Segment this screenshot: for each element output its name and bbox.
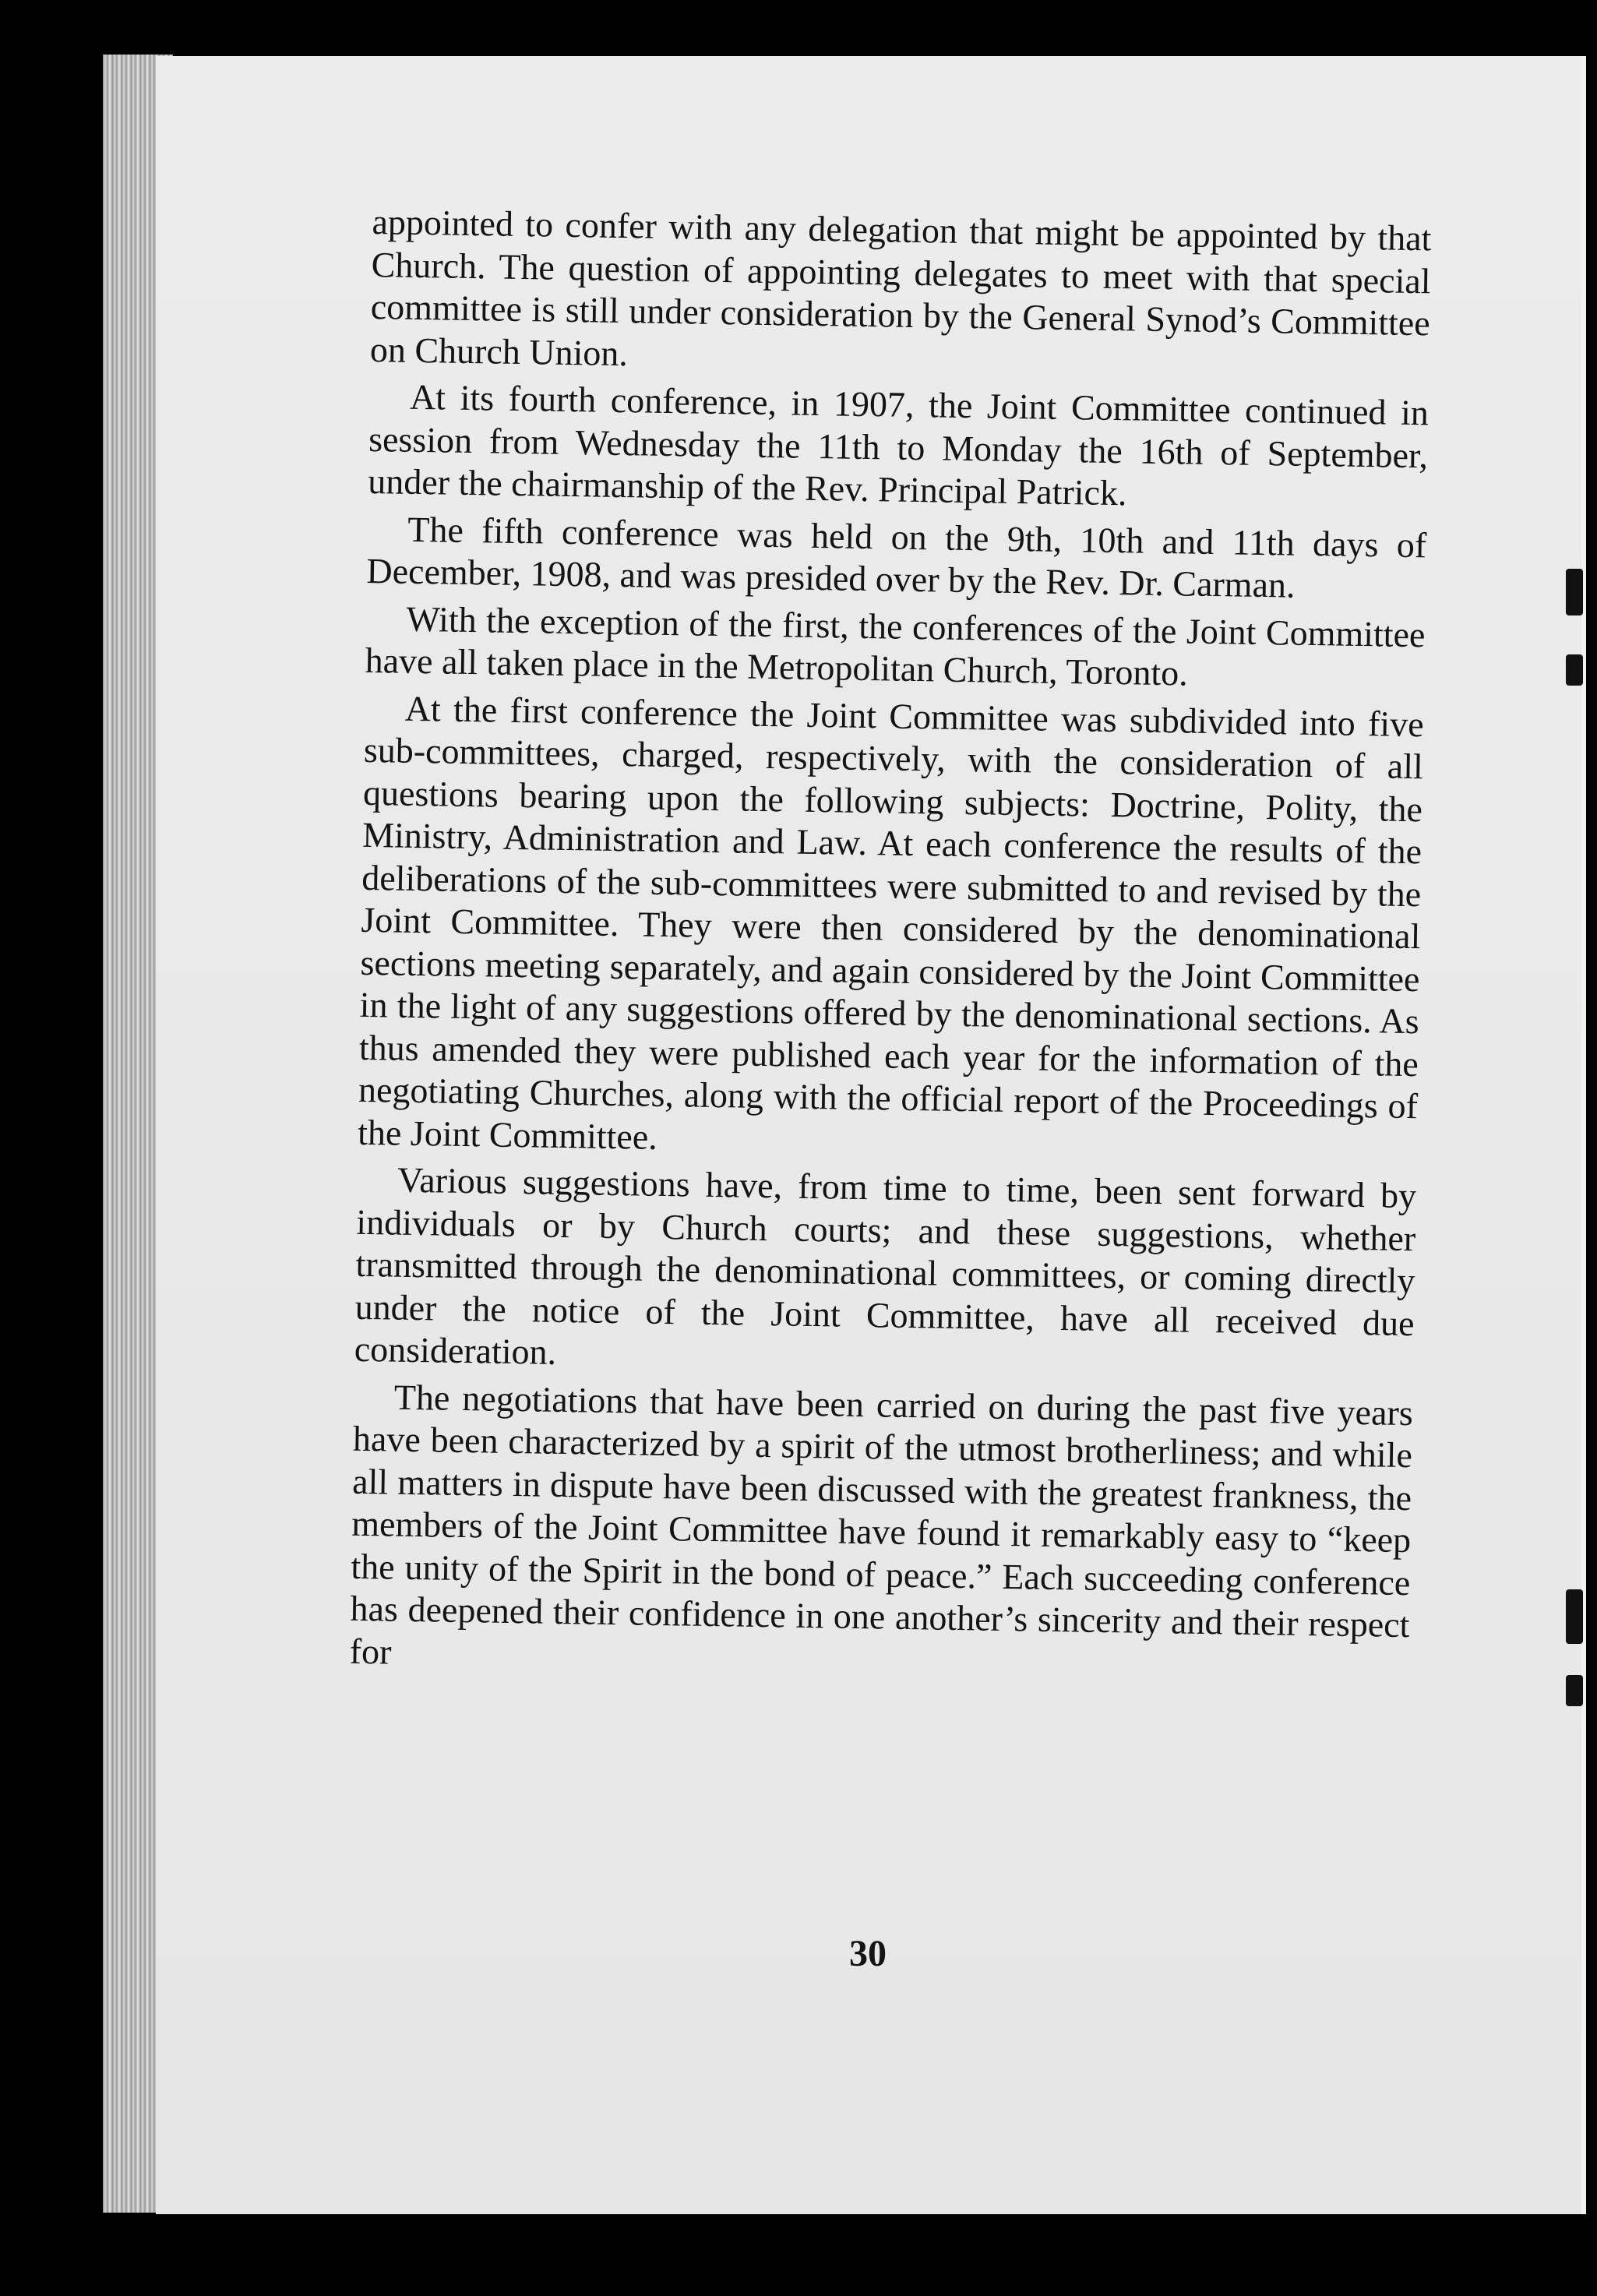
paragraph: The fifth conference was held on the 9th, 10th and 11th days of December, 1908, and was presided over by the Rev. Dr. Carman. xyxy=(366,509,1427,605)
page-number: 30 xyxy=(849,1933,887,1974)
body-text xyxy=(349,201,1432,1694)
margin-mark xyxy=(1566,654,1583,686)
margin-mark xyxy=(1566,569,1583,615)
paragraph: appointed to confer with any delegation that might be appointed by that Church. The question of appointing delegates to meet with that special committee is still under consideration by the General Synod’s Committee on Church Union. xyxy=(369,201,1432,373)
paragraph: The negotiations that have been carried on during the past five years have been characterized by a spirit of the utmost brotherliness; and while all matters in dispute have been discussed with the greatest frankness, the members of the Joint Committee have found it remarkably easy to “keep the unity of the Spirit in the bond of peace.” Each succeeding conference has deepened their confidence in one another’s sincerity and their respect for xyxy=(349,1377,1414,1672)
paragraph: With the exception of the first, the conferences of the Joint Committee have all taken place in the Metropolitan Church, Toronto. xyxy=(365,598,1426,693)
page-right-edge xyxy=(1581,56,1586,2214)
margin-mark xyxy=(1566,1675,1583,1706)
margin-mark xyxy=(1566,1589,1583,1644)
paragraph: At its fourth conference, in 1907, the Joint Committee continued in session from Wednesday the 11th to Monday the 16th of September, under the chairmanship of the Rev. Principal Patrick. xyxy=(367,376,1430,513)
paragraph: At the first conference the Joint Committee was subdivided into five sub-committees, charged, respectively, with the consideration of all questions bearing upon the following subjects: Doctrine, Polity, the Ministry, Administration and Law. At each conference the results of the deliberations of the sub-committees were submitted to and revised by the Joint Committee. They were then considered by the denominational sections meeting separately, and again considered by the Joint Committee in the light of any suggestions offered by the denominational sections. As thus amended they were published each year for the information of the negotiating Churches, along with the official report of the Proceedings of the Joint Committee. xyxy=(357,688,1425,1157)
paragraph: Various suggestions have, from time to time, been sent forward by individuals or by Church courts; and these suggestions, whether transmitted through the denominational committees, or coming directly under the notice of the Joint Committee, have all received due consideration. xyxy=(354,1159,1417,1372)
